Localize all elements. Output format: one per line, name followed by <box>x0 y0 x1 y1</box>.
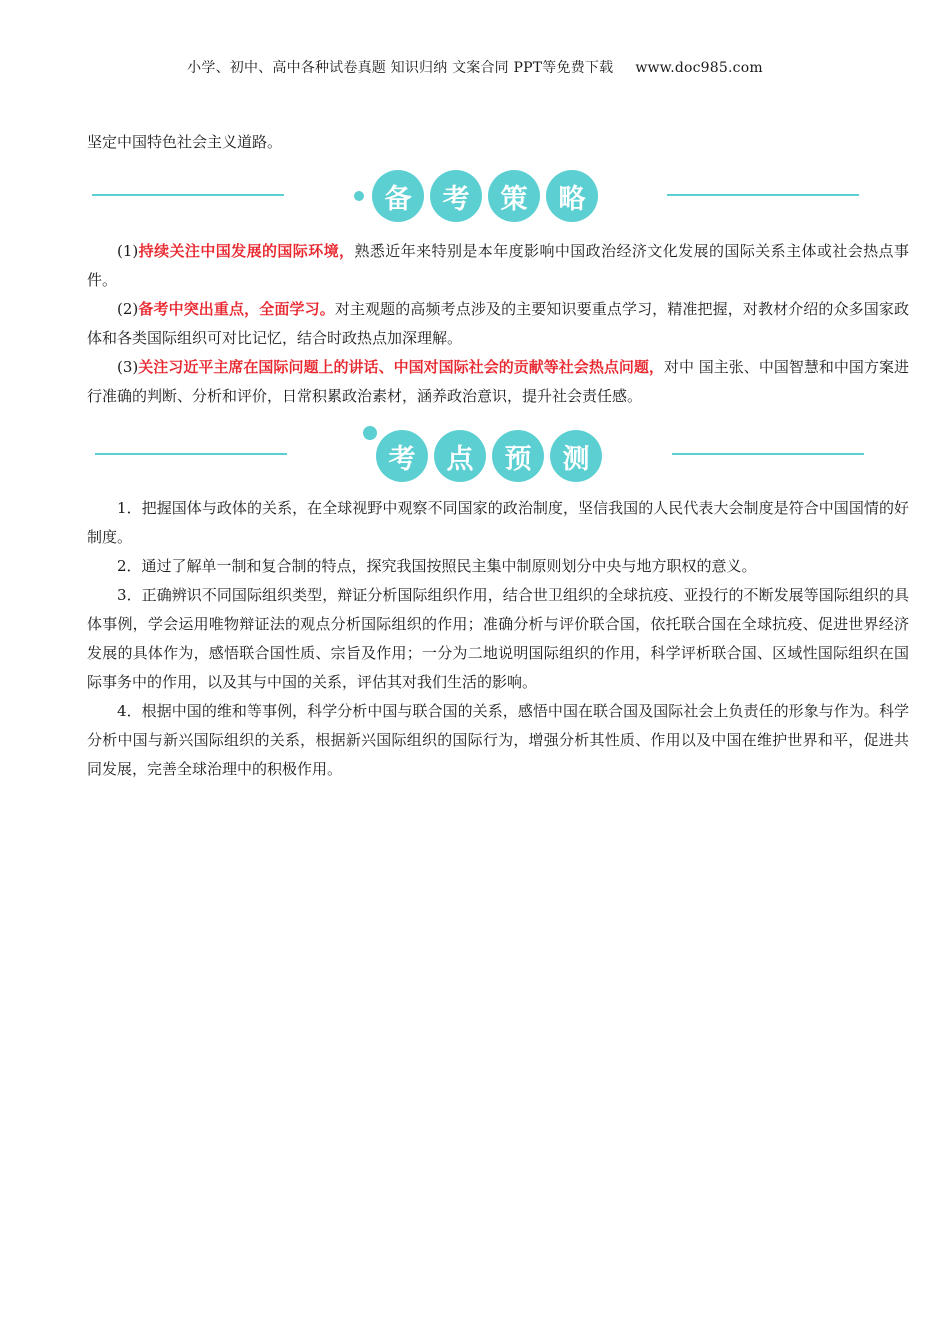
item-text: 对中 国主张、中国智慧和中国方案进行准确的判断、分析和评价，日常积累政治素材，涵养政治意识，提升社会责任感。 <box>87 358 909 405</box>
banner-char: 预 <box>492 430 544 482</box>
item-number: 2． <box>117 557 142 575</box>
banner-char: 考 <box>430 170 482 222</box>
banner-char: 备 <box>372 170 424 222</box>
banner-chars <box>376 430 602 482</box>
item-number: 4． <box>117 702 142 720</box>
prediction-section <box>87 494 909 784</box>
prediction-item <box>87 697 909 784</box>
item-text: 对主观题的高频考点涉及的主要知识要重点学习，精准把握，对教材介绍的众多国家政体和各类国际组织可对比记忆，结合时政热点加深理解。 <box>87 300 909 347</box>
prediction-item <box>87 581 909 697</box>
item-number: (3) <box>117 358 139 376</box>
item-text: 熟悉近年来特别是本年度影响中国政治经济文化发展的国际关系主体或社会热点事件。 <box>87 242 909 289</box>
banner-char: 策 <box>488 170 540 222</box>
item-number: (2) <box>117 300 139 318</box>
banner-dot <box>363 426 377 440</box>
strategy-item <box>87 237 909 295</box>
item-highlight: 备考中突出重点，全面学习。 <box>138 300 335 318</box>
item-text: 把握国体与政体的关系，在全球视野中观察不同国家的政治制度，坚信我国的人民代表大会制度是符合中国国情的好制度。 <box>87 499 909 546</box>
item-highlight: 关注习近平主席在国际问题上的讲话、中国对国际社会的贡献等社会热点问题， <box>138 358 664 376</box>
item-text: 正确辨识不同国际组织类型，辩证分析国际组织作用，结合世卫组织的全球抗疫、亚投行的不断发展等国际组织的具体事例，学会运用唯物辩证法的观点分析国际组织的作用；准确分析与评价联合国，依托联合国在全球抗疫、促进世界经济发展的具体作为，感悟联合国性质、宗旨及作用；一分为二地说明国际组织的作用，科学评析联合国、区域性国际组织在国际事务中的作用，以及其与中国的关系，评估其对我们生活的影响。 <box>87 586 909 691</box>
strategy-item <box>87 353 909 411</box>
banner-rule-right <box>672 453 864 455</box>
prediction-banner <box>0 425 950 485</box>
header-text: 小学、初中、高中各种试卷真题 知识归纳 文案合同 PPT等免费下载 <box>187 60 614 76</box>
strategy-item <box>87 295 909 353</box>
banner-char: 测 <box>550 430 602 482</box>
prediction-item <box>87 494 909 552</box>
item-text: 根据中国的维和等事例，科学分析中国与联合国的关系，感悟中国在联合国及国际社会上负责任的形象与作为。科学分析中国与新兴国际组织的关系，根据新兴国际组织的国际行为，增强分析其性质、作用以及中国在维护世界和平，促进共同发展，完善全球治理中的积极作用。 <box>87 702 909 778</box>
intro-line: 坚定中国特色社会主义道路。 <box>87 133 283 151</box>
banner-dot <box>354 191 364 201</box>
strategy-section <box>87 237 909 411</box>
banner-rule-left <box>92 194 284 196</box>
banner-char: 考 <box>376 430 428 482</box>
banner-rule-right <box>667 194 859 196</box>
banner-rule-left <box>95 453 287 455</box>
banner-char: 点 <box>434 430 486 482</box>
item-number: 1． <box>117 499 142 517</box>
banner-chars <box>372 170 598 222</box>
page-header <box>0 57 950 77</box>
item-highlight: 持续关注中国发展的国际环境， <box>138 242 355 260</box>
banner-char: 略 <box>546 170 598 222</box>
item-text: 通过了解单一制和复合制的特点，探究我国按照民主集中制原则划分中央与地方职权的意义。 <box>141 557 757 575</box>
strategy-banner <box>0 170 950 230</box>
item-number: (1) <box>117 242 139 260</box>
item-number: 3． <box>117 586 142 604</box>
header-site-link[interactable]: www.doc985.com <box>635 60 763 76</box>
prediction-item <box>87 552 909 581</box>
